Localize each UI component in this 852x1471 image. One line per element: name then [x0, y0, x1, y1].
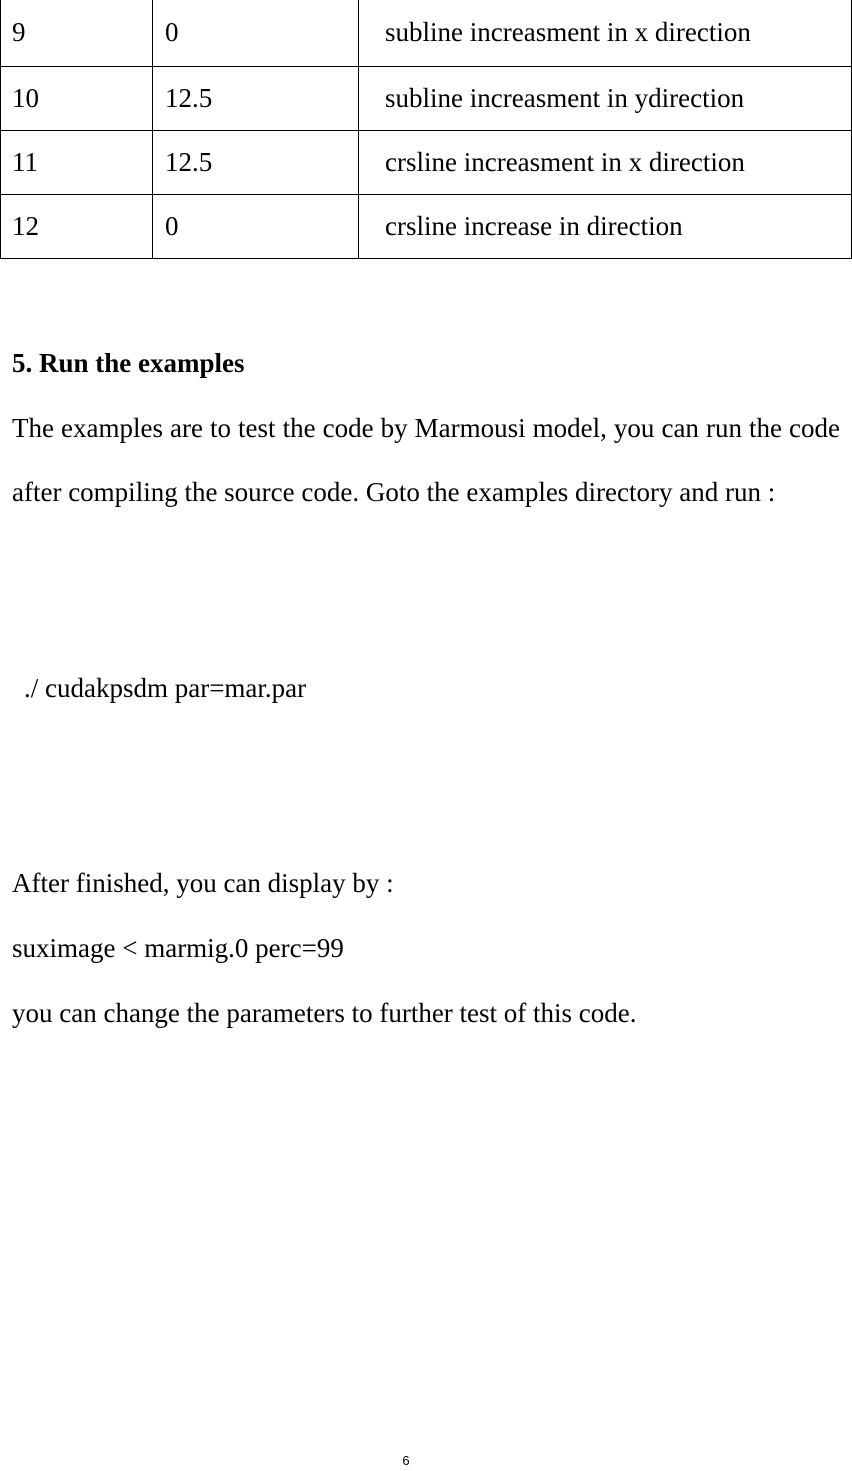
table-cell: 0	[153, 194, 359, 258]
table-row	[1, 66, 852, 130]
table-row	[1, 0, 852, 66]
table-cell: subline increasment in ydirection	[359, 66, 852, 130]
section-heading: 5. Run the examples	[12, 348, 245, 378]
table-cell: 12.5	[153, 66, 359, 130]
table-cell: crsline increase in direction	[359, 194, 852, 258]
display-command: suximage < marmig.0 perc=99	[12, 933, 344, 963]
table-cell: 12	[1, 194, 153, 258]
table-row	[1, 194, 852, 258]
table-cell: 11	[1, 130, 153, 194]
closing-text: you can change the parameters to further test of this code.	[12, 998, 637, 1028]
table-row	[1, 130, 852, 194]
table-cell: 9	[1, 0, 153, 66]
table-cell: 12.5	[153, 130, 359, 194]
table-cell: 10	[1, 66, 153, 130]
parameter-table	[0, 0, 852, 259]
table-cell: subline increasment in x direction	[359, 0, 852, 66]
table-cell: crsline increasment in x direction	[359, 130, 852, 194]
table-cell: 0	[153, 0, 359, 66]
run-command: ./ cudakpsdm par=mar.par	[24, 673, 307, 703]
page-number: 6	[402, 1453, 410, 1468]
after-text: After finished, you can display by :	[12, 868, 394, 898]
section-paragraph: The examples are to test the code by Marmousi model, you can run the code after compiling the source code. Goto the examples directory and run :	[12, 413, 840, 507]
